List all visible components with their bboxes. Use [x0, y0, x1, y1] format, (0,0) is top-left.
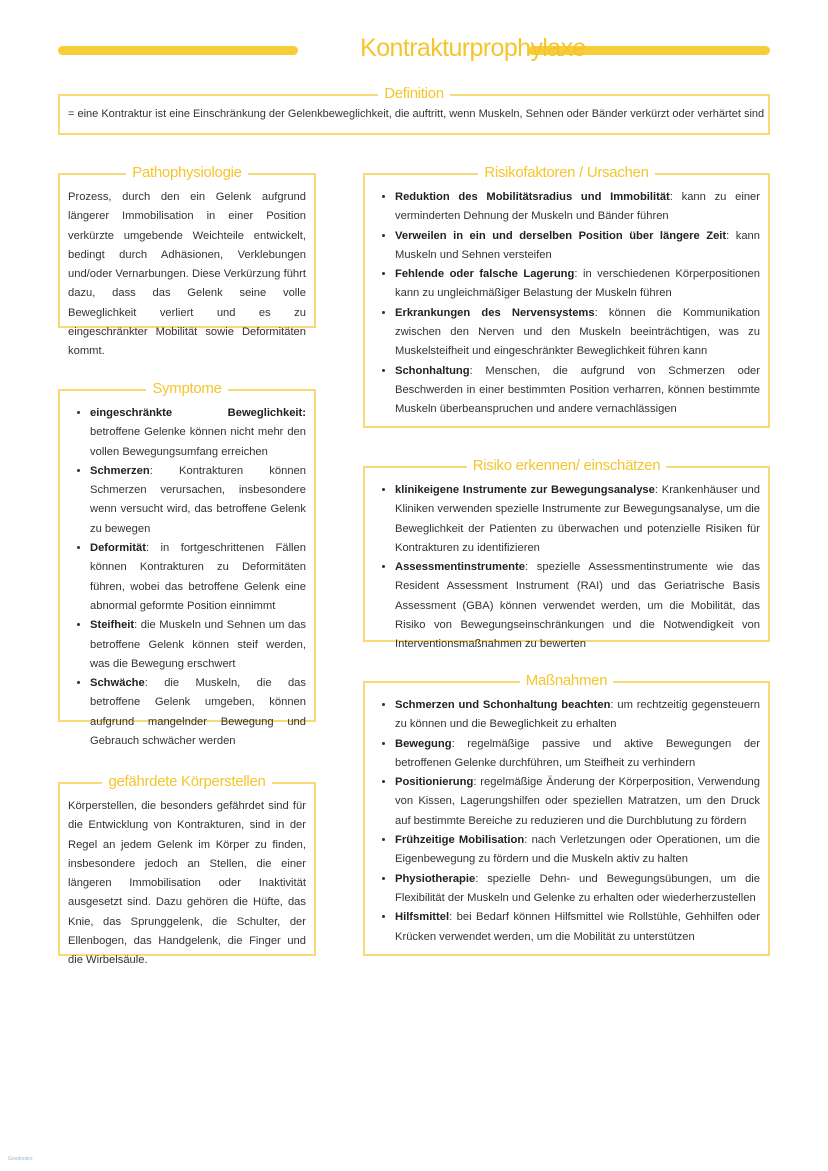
list-item: • Reduktion des Mobilitätsradius und Immobilität: kann zu einer verminderten Dehnung der Muskeln und Bänder führen	[395, 188, 760, 227]
definition-text: = eine Kontraktur ist eine Einschränkung der Gelenkbeweglichkeit, die auftritt, wenn Muskeln, Sehnen oder Bänder verkürzt oder verhärtet sind	[68, 108, 765, 120]
koerperstellen-box	[58, 773, 316, 967]
risiko-box	[363, 457, 770, 651]
list-item: • Schwäche: die Muskeln, die das betroffene Gelenk umgeben, können aufgrund mangelnder Bewegung und Gebrauch schwächer werden	[90, 674, 306, 751]
title-line-left	[58, 46, 298, 55]
list-item: • Schmerzen und Schonhaltung beachten: um rechtzeitig gegensteuern zu können und die Beweglichkeit zu erhalten	[395, 696, 760, 735]
definition-box	[58, 85, 770, 135]
risikofaktoren-list	[373, 188, 760, 420]
koerperstellen-heading: gefährdete Körperstellen	[60, 772, 314, 793]
list-item: • Erkrankungen des Nervensystems: können die Kommunikation zwischen den Nerven und den Muskeln beeinträchtigen, was zu Muskelsteifheit und eingeschränkter Beweglichkeit führen kann	[395, 304, 760, 362]
list-item: • Fehlende oder falsche Lagerung: in verschiedenen Körperpositionen kann zu ungleichmäßiger Belastung der Muskeln führen	[395, 265, 760, 304]
pathophysiologie-heading: Pathophysiologie	[60, 163, 314, 184]
list-item: • Steifheit: die Muskeln und Sehnen um das betroffene Gelenk können steif werden, was die Bewegung erschwert	[90, 616, 306, 674]
pathophysiologie-text: Prozess, durch den ein Gelenk aufgrund längerer Immobilisation in einer Position verkürzte umgebende Weichteile entwickelt, bedingt durch Adhäsionen, Verklebungen und/oder Vernarbungen. Diese Verkürzung führt dazu, dass das Gelenk seine volle Beweglichkeit verliert und es zu eingeschränkter Mobilität sowie Deformitäten kommt.	[68, 191, 306, 358]
risikofaktoren-box	[363, 164, 770, 428]
risiko-list	[373, 481, 760, 655]
footer-watermark: Goodnotes	[8, 1156, 33, 1162]
list-item: • Assessmentinstrumente: spezielle Assessmentinstrumente wie das Resident Assessment Instrument (RAI) und das Geriatrische Basis Assessment (GBA) können verwendet werden, um die Mobilität, das Risiko von Bewegungseinschränkungen und die Notwendigkeit von Interventionsmaßnahmen zu bewerten	[395, 558, 760, 654]
list-item: • Bewegung: regelmäßige passive und aktive Bewegungen der betroffenen Gelenke durchführen, um Steifheit zu verhindern	[395, 735, 760, 774]
definition-heading: Definition	[60, 84, 768, 105]
list-item: • Schonhaltung: Menschen, die aufgrund von Schmerzen oder Beschwerden in einer bestimmten Position verharren, können bestimmte Muskeln überbeanspruchen und andere vernachlässigen	[395, 362, 760, 420]
title-bar	[58, 34, 770, 62]
risikofaktoren-heading: Risikofaktoren / Ursachen	[365, 163, 768, 184]
massnahmen-heading: Maßnahmen	[365, 671, 768, 692]
symptome-list	[68, 404, 306, 751]
list-item: • Verweilen in ein und derselben Position über längere Zeit: kann Muskeln und Sehnen versteifen	[395, 227, 760, 266]
page-title: Kontrakturprophylaxe	[360, 34, 586, 62]
list-item: • Schmerzen: Kontrakturen können Schmerzen verursachen, insbesondere wenn versucht wird, das betroffene Gelenk zu bewegen	[90, 462, 306, 539]
list-item: • Physiotherapie: spezielle Dehn- und Bewegungsübungen, um die Flexibilität der Muskeln und Gelenke zu erhalten oder wiederherzustellen	[395, 870, 760, 909]
symptome-box	[58, 380, 316, 748]
list-item: • klinikeigene Instrumente zur Bewegungsanalyse: Krankenhäuser und Kliniken verwenden spezielle Instrumente zur Bewegungsanalyse, um die Beweglichkeit der Patienten zu überwachen und potenzielle Risiken für Kontrakturen zu identifizieren	[395, 481, 760, 558]
list-item: • Frühzeitige Mobilisation: nach Verletzungen oder Operationen, um die Eigenbewegung zu fördern und die Muskeln aktiv zu halten	[395, 831, 760, 870]
symptome-heading: Symptome	[60, 379, 314, 400]
koerperstellen-text: Körperstellen, die besonders gefährdet sind für die Entwicklung von Kontrakturen, sind in der Regel an jedem Gelenk im Körper zu finden, insbesondere jedoch an Stellen, die einer längeren Immobilisation oder Inaktivität ausgesetzt sind. Dazu gehören die Hüfte, das Knie, das Sprunggelenk, die Schulter, der Ellenbogen, das Handgelenk, die Finger und die Wirbelsäule.	[68, 800, 306, 967]
list-item: • Hilfsmittel: bei Bedarf können Hilfsmittel wie Rollstühle, Gehhilfen oder Krücken verwendet werden, um die Mobilität zu unterstützen	[395, 908, 760, 947]
list-item: • Positionierung: regelmäßige Änderung der Körperposition, Verwendung von Kissen, Lagerungshilfen oder speziellen Matratzen, um den Druck auf bestimmte Bereiche zu reduzieren und die Durchblutung zu fördern	[395, 773, 760, 831]
pathophysiologie-box	[58, 164, 316, 358]
list-item: • Deformität: in fortgeschrittenen Fällen können Kontrakturen zu Deformitäten führen, wobei das betroffene Gelenk eine abnormal geformte Position einnimmt	[90, 539, 306, 616]
list-item: • eingeschränkte Beweglichkeit: betroffene Gelenke können nicht mehr den vollen Bewegungsumfang erreichen	[90, 404, 306, 462]
massnahmen-box	[363, 672, 770, 956]
massnahmen-list	[373, 696, 760, 947]
risiko-heading: Risiko erkennen/ einschätzen	[365, 456, 768, 477]
